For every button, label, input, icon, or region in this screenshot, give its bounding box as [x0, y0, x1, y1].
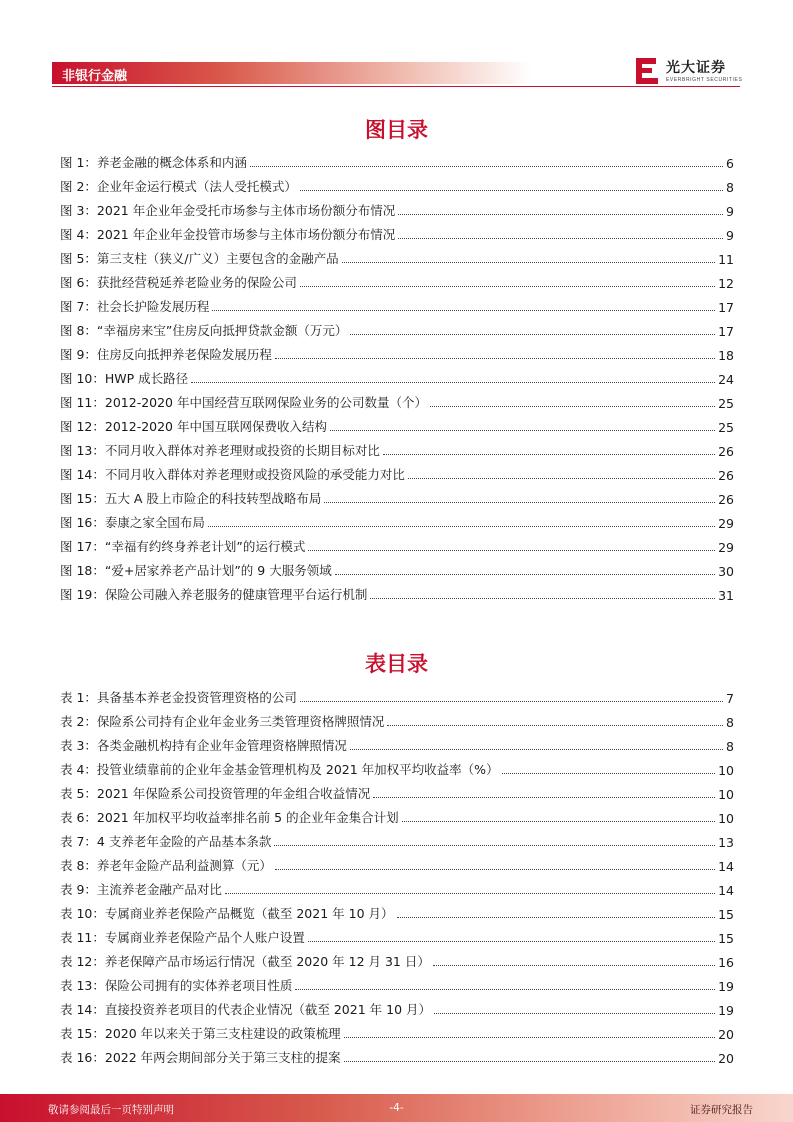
- table-toc-entry-page-number: 14: [718, 883, 734, 898]
- dot-leader: [398, 238, 723, 239]
- dot-leader: [300, 701, 723, 702]
- dot-leader: [191, 382, 715, 383]
- figure-toc-entry[interactable]: [60, 531, 734, 555]
- dot-leader: [434, 1013, 715, 1014]
- dot-leader: [300, 190, 723, 191]
- figure-toc-entry[interactable]: [60, 339, 734, 363]
- figure-toc-entry-label: 图 19：保险公司融入养老服务的健康管理平台运行机制: [60, 587, 368, 602]
- table-toc-entry-label: 表 7：4 支养老年金险的产品基本条款: [60, 834, 272, 849]
- table-toc-entry-page-number: 19: [718, 1003, 734, 1018]
- figure-toc-entry-label: 图 3：2021 年企业年金受托市场参与主体市场份额分布情况: [60, 203, 396, 218]
- figure-toc-entry-page-number: 17: [718, 324, 734, 339]
- dot-leader: [275, 869, 715, 870]
- dot-leader: [370, 598, 715, 599]
- table-toc-entry[interactable]: [60, 898, 734, 922]
- figure-toc-entry[interactable]: [60, 555, 734, 579]
- table-toc-entry[interactable]: [60, 706, 734, 730]
- table-toc-entry-label: 表 15：2020 年以来关于第三支柱建设的政策梳理: [60, 1026, 341, 1041]
- table-toc-entry[interactable]: [60, 994, 734, 1018]
- figure-toc-entry-label: 图 7：社会长护险发展历程: [60, 299, 210, 314]
- figure-toc-entry-label: 图 10：HWP 成长路径: [60, 371, 189, 386]
- dot-leader: [208, 526, 715, 527]
- brand-name-cn: 光大证券: [666, 60, 726, 76]
- figure-toc-entry[interactable]: [60, 195, 734, 219]
- table-toc-entry[interactable]: [60, 730, 734, 754]
- table-toc-entry-label: 表 10：专属商业养老保险产品概览（截至 2021 年 10 月）: [60, 906, 394, 921]
- table-toc-entry-label: 表 9：主流养老金融产品对比: [60, 882, 222, 897]
- table-toc-entry-page-number: 15: [718, 907, 734, 922]
- table-toc-entry[interactable]: [60, 1018, 734, 1042]
- figure-toc-entry[interactable]: [60, 387, 734, 411]
- table-toc-entry[interactable]: [60, 970, 734, 994]
- figure-toc-entry-label: 图 1：养老金融的概念体系和内涵: [60, 155, 247, 170]
- table-toc-entry-label: 表 14：直接投资养老项目的代表企业情况（截至 2021 年 10 月）: [60, 1002, 431, 1017]
- footer-disclaimer: 敬请参阅最后一页特别声明: [48, 1104, 174, 1116]
- figure-toc-entry-label: 图 5：第三支柱（狭义/广义）主要包含的金融产品: [60, 251, 339, 266]
- table-toc-entry-page-number: 13: [718, 835, 734, 850]
- dot-leader: [324, 502, 715, 503]
- figure-toc-entry-label: 图 2：企业年金运行模式（法人受托模式）: [60, 179, 297, 194]
- figure-toc-entry[interactable]: [60, 507, 734, 531]
- dot-leader: [350, 334, 715, 335]
- brand-logo: [634, 56, 744, 86]
- figure-toc-entry-page-number: 25: [718, 396, 734, 411]
- table-toc-entry[interactable]: [60, 946, 734, 970]
- figure-toc-entry-label: 图 17：“幸福有约终身养老计划”的运行模式: [60, 539, 306, 554]
- figure-toc-entry[interactable]: [60, 411, 734, 435]
- figure-toc-entry-label: 图 4：2021 年企业年金投管市场参与主体市场份额分布情况: [60, 227, 396, 242]
- figure-toc-entry[interactable]: [60, 363, 734, 387]
- dot-leader: [225, 893, 715, 894]
- table-toc-entry-label: 表 1：具备基本养老金投资管理资格的公司: [60, 690, 297, 705]
- table-toc-entry[interactable]: [60, 1042, 734, 1066]
- footer-page-number: -4-: [389, 1102, 404, 1114]
- figure-toc-entry-page-number: 9: [726, 204, 734, 219]
- table-toc-entry[interactable]: [60, 802, 734, 826]
- table-toc-entry-label: 表 3：各类金融机构持有企业年金管理资格牌照情况: [60, 738, 347, 753]
- table-toc-entry[interactable]: [60, 682, 734, 706]
- header-divider: [52, 86, 740, 87]
- figure-toc-entry-page-number: 6: [726, 156, 734, 171]
- figure-toc-entry[interactable]: [60, 579, 734, 603]
- figure-toc-entry-label: 图 14：不同月收入群体对养老理财或投资风险的承受能力对比: [60, 467, 405, 482]
- table-toc-entry-page-number: 15: [718, 931, 734, 946]
- figure-toc-entry-label: 图 11：2012-2020 年中国经营互联网保险业务的公司数量（个）: [60, 395, 427, 410]
- dot-leader: [212, 310, 715, 311]
- figure-toc-entry-page-number: 8: [726, 180, 734, 195]
- table-toc-entry-page-number: 8: [726, 739, 734, 754]
- table-toc-entry-label: 表 11：专属商业养老保险产品个人账户设置: [60, 930, 305, 945]
- dot-leader: [398, 214, 723, 215]
- header-category-band: [52, 62, 532, 84]
- figure-toc-entry-page-number: 11: [718, 252, 734, 267]
- figure-toc-entry-page-number: 25: [718, 420, 734, 435]
- table-toc-entry-label: 表 12：养老保障产品市场运行情况（截至 2020 年 12 月 31 日）: [60, 954, 430, 969]
- dot-leader: [408, 478, 715, 479]
- dot-leader: [430, 406, 715, 407]
- figure-toc-entry[interactable]: [60, 267, 734, 291]
- dot-leader: [308, 941, 715, 942]
- figure-toc-entry-label: 图 16：泰康之家全国布局: [60, 515, 205, 530]
- figure-toc-entry[interactable]: [60, 243, 734, 267]
- figure-toc-entry-page-number: 31: [718, 588, 734, 603]
- figure-toc-entry[interactable]: [60, 459, 734, 483]
- page-footer: [0, 1094, 793, 1122]
- figure-toc-entry-page-number: 30: [718, 564, 734, 579]
- figure-toc-entry-label: 图 13：不同月收入群体对养老理财或投资的长期目标对比: [60, 443, 380, 458]
- dot-leader: [342, 262, 715, 263]
- dot-leader: [330, 430, 715, 431]
- figure-toc-entry-label: 图 8：“幸福房来宝”住房反向抵押贷款金额（万元）: [60, 323, 348, 338]
- dot-leader: [344, 1037, 715, 1038]
- figure-toc-entry-page-number: 29: [718, 540, 734, 555]
- figure-toc-entry[interactable]: [60, 315, 734, 339]
- table-toc-entry-page-number: 14: [718, 859, 734, 874]
- figure-toc-entry-page-number: 9: [726, 228, 734, 243]
- table-toc-entry-label: 表 4：投管业绩靠前的企业年金基金管理机构及 2021 年加权平均收益率（%）: [60, 762, 499, 777]
- table-toc-entry-page-number: 19: [718, 979, 734, 994]
- footer-report-type: 证券研究报告: [690, 1104, 753, 1116]
- dot-leader: [275, 358, 715, 359]
- figure-toc-entry[interactable]: [60, 483, 734, 507]
- dot-leader: [373, 797, 715, 798]
- dot-leader: [300, 286, 715, 287]
- dot-leader: [383, 454, 715, 455]
- tables-list: [60, 682, 734, 1066]
- table-toc-entry[interactable]: [60, 922, 734, 946]
- figure-toc-entry-page-number: 26: [718, 468, 734, 483]
- figures-title: 图目录: [365, 118, 428, 142]
- table-toc-entry-label: 表 5：2021 年保险系公司投资管理的年金组合收益情况: [60, 786, 371, 801]
- figure-toc-entry[interactable]: [60, 171, 734, 195]
- dot-leader: [433, 965, 715, 966]
- table-toc-entry[interactable]: [60, 754, 734, 778]
- dot-leader: [335, 574, 715, 575]
- figure-toc-entry-label: 图 18：“爱+居家养老产品计划”的 9 大服务领域: [60, 563, 332, 578]
- figures-list: [60, 147, 734, 603]
- table-toc-entry-label: 表 2：保险系公司持有企业年金业务三类管理资格牌照情况: [60, 714, 385, 729]
- figure-toc-entry-label: 图 12：2012-2020 年中国互联网保费收入结构: [60, 419, 327, 434]
- table-toc-entry-page-number: 10: [718, 811, 734, 826]
- dot-leader: [274, 845, 715, 846]
- figure-toc-entry-page-number: 26: [718, 444, 734, 459]
- figure-toc-entry-label: 图 9：住房反向抵押养老保险发展历程: [60, 347, 272, 362]
- dot-leader: [295, 989, 715, 990]
- figure-toc-entry[interactable]: [60, 435, 734, 459]
- figure-toc-entry-page-number: 24: [718, 372, 734, 387]
- figure-toc-entry-page-number: 29: [718, 516, 734, 531]
- figure-toc-entry[interactable]: [60, 291, 734, 315]
- dot-leader: [397, 917, 716, 918]
- dot-leader: [308, 550, 715, 551]
- table-toc-entry-label: 表 6：2021 年加权平均收益率排名前 5 的企业年金集合计划: [60, 810, 399, 825]
- everbright-logo-icon: [634, 56, 660, 86]
- figure-toc-entry-page-number: 17: [718, 300, 734, 315]
- table-toc-entry[interactable]: [60, 778, 734, 802]
- table-toc-entry[interactable]: [60, 850, 734, 874]
- figure-toc-entry-page-number: 18: [718, 348, 734, 363]
- table-toc-entry-page-number: 10: [718, 787, 734, 802]
- tables-title: 表目录: [365, 652, 428, 676]
- figure-toc-entry[interactable]: [60, 219, 734, 243]
- dot-leader: [350, 749, 723, 750]
- dot-leader: [502, 773, 716, 774]
- brand-name-en: EVERBRIGHT SECURITIES: [666, 77, 743, 83]
- table-toc-entry[interactable]: [60, 826, 734, 850]
- figure-toc-entry-label: 图 15：五大 A 股上市险企的科技转型战略布局: [60, 491, 322, 506]
- table-toc-entry-page-number: 20: [718, 1051, 734, 1066]
- table-toc-entry-label: 表 8：养老年金险产品利益测算（元）: [60, 858, 272, 873]
- table-toc-entry-page-number: 20: [718, 1027, 734, 1042]
- dot-leader: [344, 1061, 715, 1062]
- table-toc-entry-page-number: 16: [718, 955, 734, 970]
- header-category: 非银行金融: [62, 69, 128, 84]
- table-toc-entry[interactable]: [60, 874, 734, 898]
- dot-leader: [250, 166, 723, 167]
- figure-toc-entry-label: 图 6：获批经营税延养老险业务的保险公司: [60, 275, 297, 290]
- figure-toc-entry-page-number: 26: [718, 492, 734, 507]
- table-toc-entry-label: 表 16：2022 年两会期间部分关于第三支柱的提案: [60, 1050, 341, 1065]
- figure-toc-entry-page-number: 12: [718, 276, 734, 291]
- table-toc-entry-page-number: 7: [726, 691, 734, 706]
- dot-leader: [402, 821, 715, 822]
- table-toc-entry-page-number: 8: [726, 715, 734, 730]
- figure-toc-entry[interactable]: [60, 147, 734, 171]
- table-toc-entry-label: 表 13：保险公司拥有的实体养老项目性质: [60, 978, 293, 993]
- table-toc-entry-page-number: 10: [718, 763, 734, 778]
- dot-leader: [387, 725, 723, 726]
